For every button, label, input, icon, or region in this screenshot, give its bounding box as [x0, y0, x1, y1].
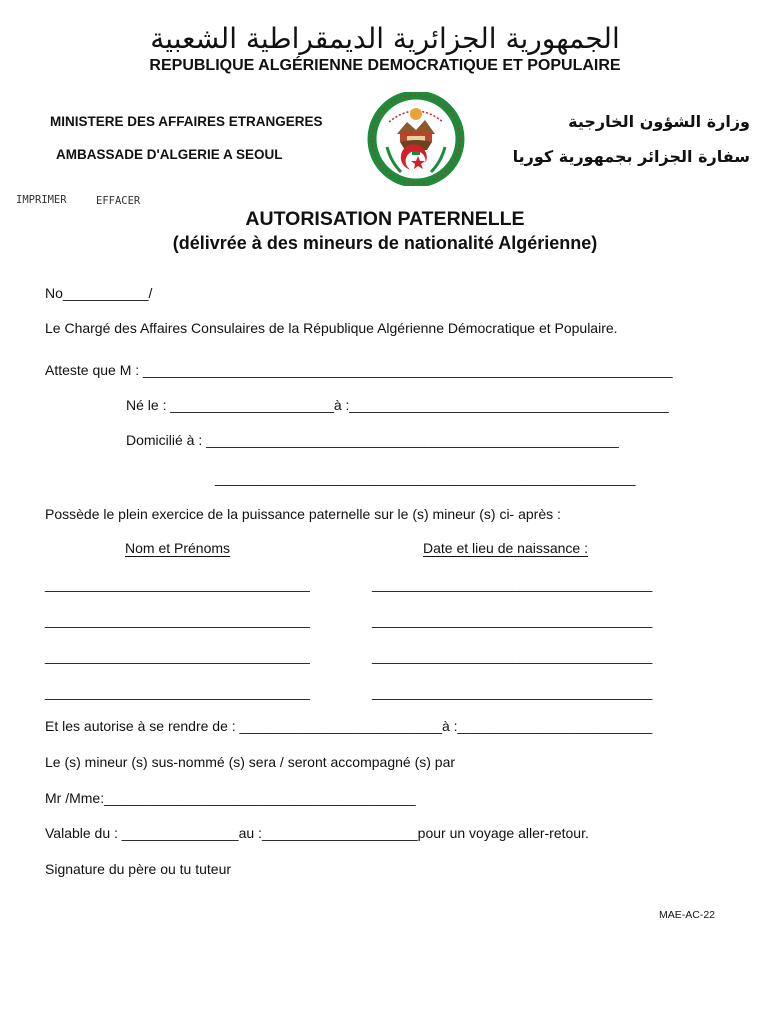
french-republic-title: REPUBLIQUE ALGÉRIENNE DEMOCRATIQUE ET POPULAIRE [149, 57, 621, 74]
minor-birth-field[interactable]: ____________________________________ [372, 684, 653, 700]
minor-name-field[interactable]: __________________________________ [45, 648, 310, 664]
minor-name-field[interactable]: __________________________________ [45, 612, 310, 628]
document-subtitle: (délivrée à des mineurs de nationalité Algérienne) [172, 233, 598, 253]
possession-text: Possède le plein exercice de la puissance paternelle sur le (s) mineur (s) ci- après : [45, 506, 561, 522]
intro-text: Le Chargé des Affaires Consulaires de la République Algérienne Démocratique et Populaire. [45, 320, 618, 336]
minor-birth-field[interactable]: ____________________________________ [372, 612, 653, 628]
domicile-continuation-field[interactable]: ______________________________________________________ [215, 470, 636, 486]
minor-name-field[interactable]: __________________________________ [45, 576, 310, 592]
number-field[interactable]: No___________/ [45, 285, 153, 301]
minor-birth-field[interactable]: ____________________________________ [372, 648, 653, 664]
validity-field[interactable]: Valable du : _______________au :____________________pour un voyage aller-retour. [45, 825, 589, 841]
erase-button[interactable]: EFFACER [96, 195, 141, 207]
form-code: MAE-AC-22 [659, 909, 716, 921]
birth-field[interactable]: Né le : _____________________à :_________________________________________ [126, 397, 669, 413]
attest-field[interactable]: Atteste que M : ____________________________________________________________________ [45, 362, 673, 378]
domicile-field[interactable]: Domicilié à : _____________________________________________________ [126, 432, 619, 448]
algerian-emblem-icon [367, 92, 465, 186]
embassy-fr: AMBASSADE D'ALGERIE A SEOUL [56, 147, 283, 162]
column-header-names: Nom et Prénoms [125, 540, 231, 556]
travel-authorisation-field[interactable]: Et les autorise à se rendre de : __________________________à :_________________________ [45, 718, 653, 734]
signature-label: Signature du père ou tu tuteur [45, 861, 232, 877]
ministry-fr: MINISTERE DES AFFAIRES ETRANGERES [50, 114, 323, 129]
arabic-republic-title: الجمهورية الجزائرية الديمقراطية الشعبية [150, 22, 620, 55]
companion-field[interactable]: Mr /Mme:________________________________________ [45, 790, 416, 806]
accompanied-text: Le (s) mineur (s) sus-nommé (s) sera / seront accompagné (s) par [45, 754, 456, 770]
minor-name-field[interactable]: __________________________________ [45, 684, 310, 700]
embassy-ar: سفارة الجزائر بجمهورية كوريا [512, 147, 750, 166]
document-title: AUTORISATION PATERNELLE [245, 208, 525, 230]
minor-birth-field[interactable]: ____________________________________ [372, 576, 653, 592]
ministry-ar: وزارة الشؤون الخارجية [568, 112, 750, 131]
print-button[interactable]: IMPRIMER [16, 194, 67, 206]
column-header-birth: Date et lieu de naissance : [423, 540, 588, 556]
